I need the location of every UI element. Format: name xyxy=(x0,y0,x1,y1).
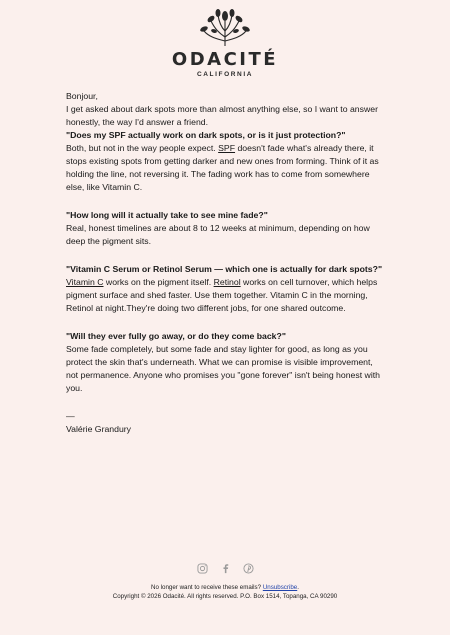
qa-block-timeline xyxy=(66,209,384,248)
intro-paragraph: I get asked about dark spots more than almost anything else, so I want to answer honestly, the way I'd answer a friend. xyxy=(66,104,378,127)
signature-dash: — xyxy=(66,411,75,421)
answer-text: doesn't fade what's already there, it stops existing spots from getting darker and new ones from forming. Think of it as holding the line, not reversing it. The fading work has to come from somewhere else, like Vitamin C. xyxy=(66,143,379,192)
answer-text: works on cell turnover, which helps pigment surface and shed faster. Use them together. Vitamin C in the morning, Retinol at night.They're doing two different jobs, for one shared outcome. xyxy=(66,277,378,313)
question-recurrence: "Will they ever fully go away, or do they come back?" xyxy=(66,331,286,341)
retinol-link[interactable]: Retinol xyxy=(213,277,241,287)
vitamin-c-link[interactable]: Vitamin C xyxy=(66,277,104,287)
instagram-icon[interactable] xyxy=(197,563,208,574)
answer-text: Both, but not in the way people expect. xyxy=(66,143,219,153)
answer-recurrence: Some fade completely, but some fade and stay lighter for good, as long as you protect the skin that's underneath. What we can promise is visible improvement, not permanence. Anyone who promises you "gone forever" isn't being honest with you. xyxy=(66,344,381,393)
question-timeline: "How long will it actually take to see mine fade?" xyxy=(66,210,268,220)
unsubscribe-link[interactable]: Unsubscribe xyxy=(262,584,298,591)
qa-block-spf xyxy=(66,129,384,194)
brand-name: ODACITÉ xyxy=(171,49,279,70)
qa-block-recurrence xyxy=(66,330,384,395)
brand-location: CALIFORNIA xyxy=(196,71,254,78)
question-serums: "Vitamin C Serum or Retinol Serum — which one is actually for dark spots?" xyxy=(66,264,383,274)
botanical-logo-icon xyxy=(198,7,252,47)
greeting: Bonjour, xyxy=(66,91,98,101)
social-links xyxy=(0,563,450,574)
email-footer xyxy=(0,563,450,601)
unsubscribe-text: No longer want to receive these emails? xyxy=(151,584,263,591)
unsubscribe-line xyxy=(0,583,450,592)
spf-link[interactable]: SPF xyxy=(218,143,236,153)
signature: Valérie Grandury xyxy=(66,424,132,434)
facebook-icon[interactable] xyxy=(220,563,231,574)
answer-spf xyxy=(66,142,384,194)
unsubscribe-end: . xyxy=(297,584,299,591)
answer-timeline: Real, honest timelines are about 8 to 12 weeks at minimum, depending on how deep the pigment sits. xyxy=(66,223,370,246)
question-spf: "Does my SPF actually work on dark spots, or is it just protection?" xyxy=(66,130,346,140)
qa-block-serums xyxy=(66,263,384,315)
email-body xyxy=(0,78,450,436)
copyright: Copyright © 2026 Odacité. All rights reserved. P.O. Box 1514, Topanga, CA 90290 xyxy=(112,593,338,600)
pinterest-icon[interactable] xyxy=(243,563,254,574)
email-header xyxy=(0,0,450,78)
answer-text: works on the pigment itself. xyxy=(103,277,214,287)
answer-serums xyxy=(66,276,384,315)
